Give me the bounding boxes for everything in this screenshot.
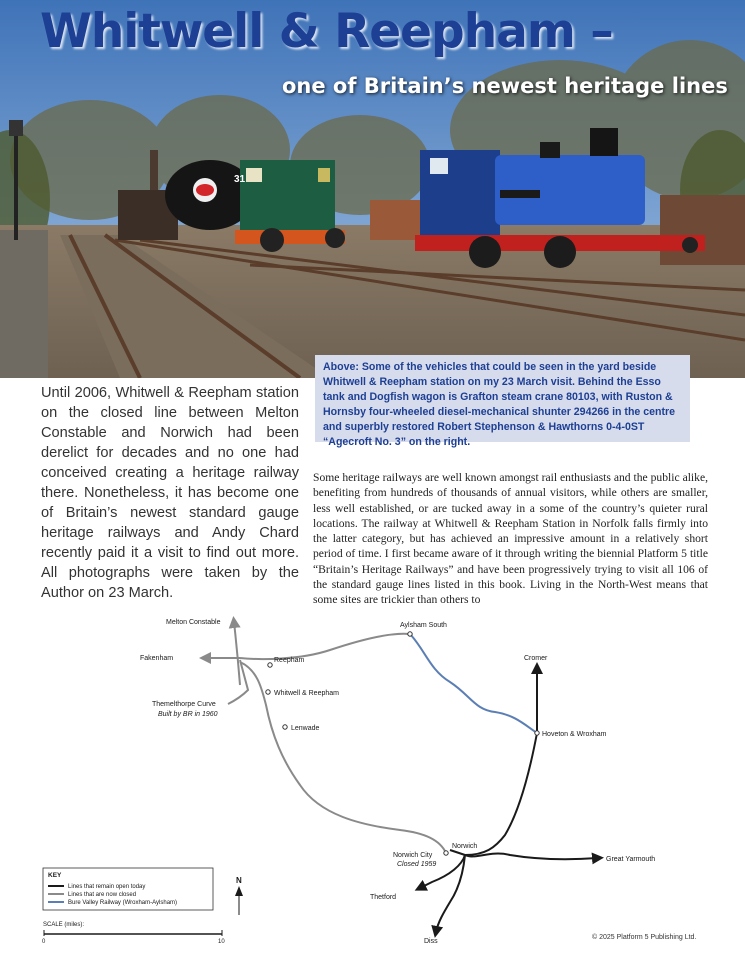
- bure-valley-line: [410, 634, 537, 733]
- open-lines: [420, 668, 598, 932]
- map-key: [43, 868, 213, 910]
- map-svg: [0, 610, 745, 949]
- label-diss: Diss: [424, 938, 438, 945]
- station-markers: [266, 632, 539, 855]
- article-body: Some heritage railways are well known amongst rail enthusiasts and the public alike, benefiting from hundreds of thousands of annual visitors, while others are smaller, less well established, or are tucked away in a some of the country’s quieter rural locations. The railway at Whitwell & Reepham Station in Norfolk falls firmly into the latter category, but has achieved an impressive amount in a relatively short period of time. I first became aware of it through writing the biennial Platform 5 title “Britain’s Heritage Railways” and have been progressively trying to visit all 106 of the standard gauge lines listed in this book. Living in the North-West means that some sites are trickier than others to: [313, 471, 708, 607]
- north-arrow: [235, 876, 243, 915]
- label-cromer: Cromer: [524, 655, 548, 662]
- svg-text:N: N: [236, 876, 242, 885]
- copyright: © 2025 Platform 5 Publishing Ltd.: [592, 934, 697, 941]
- diesel-shunter: [234, 160, 345, 252]
- closed-lines: [205, 622, 446, 853]
- label-norwich: Norwich: [452, 843, 478, 850]
- key-bure: Bure Valley Railway (Wroxham-Aylsham): [68, 900, 178, 906]
- key-title: KEY: [48, 872, 62, 879]
- label-thetford: Thetford: [370, 894, 397, 901]
- label-themelthorpe: Themelthorpe Curve: [152, 701, 216, 708]
- loco-number: 31: [234, 174, 246, 185]
- key-closed: Lines that are now closed: [68, 892, 137, 898]
- page-subtitle: one of Britain’s newest heritage lines: [282, 74, 728, 98]
- scale-label: SCALE (miles):: [43, 922, 85, 928]
- page-title: Whitwell & Reepham –: [40, 4, 613, 59]
- scale-min: 0: [42, 939, 46, 945]
- route-map: [0, 610, 745, 949]
- label-norwich-city-note: Closed 1959: [397, 861, 437, 868]
- scale-bar: [42, 922, 225, 945]
- label-whitwell: Whitwell & Reepham: [274, 690, 339, 697]
- label-fakenham: Fakenham: [140, 655, 174, 662]
- intro-paragraph: Until 2006, Whitwell & Reepham station on the closed line between Melton Constable and Norwich had been derelict for decades and no one had conceived creating a heritage railway there. Nonetheless, it has become one of Britain’s newest standard gauge heritage railways and Andy Chard recently paid it a visit to find out more. All photographs were taken by the Author on 23 March.: [41, 385, 299, 601]
- label-hoveton: Hoveton & Wroxham: [542, 731, 607, 738]
- label-themelthorpe-note: Built by BR in 1960: [158, 711, 218, 718]
- label-lenwade: Lenwade: [291, 725, 320, 732]
- caption-lead: Above:: [323, 361, 359, 373]
- key-open: Lines that remain open today: [68, 884, 146, 890]
- photo-caption: [315, 355, 690, 448]
- caption-text: Some of the vehicles that could be seen in the yard beside Whitwell & Reepham station on my 23 March visit. Behind the Esso tank and Dogfish wagon is Grafton steam crane 80103, with Ruston & Hornsby four-wheeled diesel-mechanical shunter 294266 in the centre and superbly restored Robert Stephenson & Hawthorns 0-4-0ST “Agecroft No. 3” on the right.: [323, 361, 676, 448]
- label-reepham: Reepham: [274, 657, 305, 664]
- label-norwich-city: Norwich City: [393, 852, 433, 859]
- scale-max: 10: [218, 939, 225, 945]
- label-great-yarmouth: Great Yarmouth: [606, 856, 656, 863]
- label-melton-constable: Melton Constable: [166, 619, 221, 626]
- label-aylsham-south: Aylsham South: [400, 622, 447, 629]
